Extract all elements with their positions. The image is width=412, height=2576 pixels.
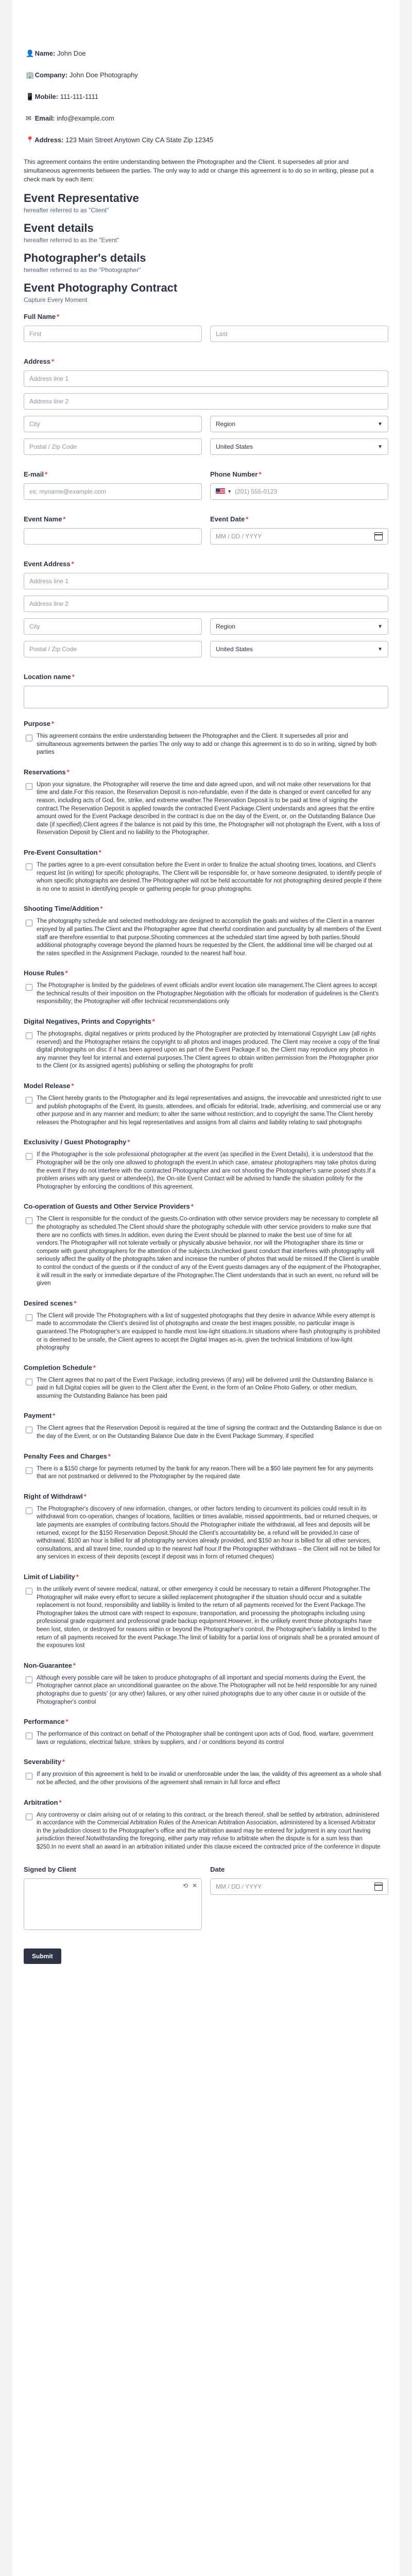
clause-text: The Client will provide The Photographers with a list of suggested photographs that they desire in advance.While every attempt is made to accommodate the Client's desired list of photographs and create the best images possible, no particular image is guaranteed.The Photographer's are equipped to handle most low-light situations.In situations where flash photography is prohibited or is deemed to be unsafe, the Client agrees to accept the Digital Images as-is, given the technical limitations of low-light photography xyxy=(37,1312,381,1351)
clause-checkbox[interactable] xyxy=(26,1773,32,1780)
clause-title: Payment * xyxy=(24,1412,56,1420)
email-input[interactable]: ex: myname@example.com xyxy=(24,483,202,500)
clause-title: Right of Withdrawl * xyxy=(24,1492,87,1500)
last-name-input[interactable]: Last xyxy=(210,326,388,342)
clause-section xyxy=(24,1364,388,1401)
clause-text: The Photographer is limited by the guidelines of event officials and/or event location site management.The Client agrees to accept the technical results of their imposition on the Photographer.Negotiation with the officials for moderation of guidelines is the Client's responsibility; the Photographer will offer technical recommendations only xyxy=(37,982,379,1005)
clause-section xyxy=(24,1799,388,1852)
full-name-field: Full Name * First Last xyxy=(24,313,388,342)
clause-section xyxy=(24,1573,388,1650)
chevron-down-icon: ▼ xyxy=(377,421,383,427)
clause-checkbox[interactable] xyxy=(26,1427,32,1433)
clause-text: If any provision of this agreement is held to be invalid or unenforceable under the law, the validity of this agreement as a whole shall not be affected, and the other provisions of the agreement shall remain in full force and effect xyxy=(37,1771,382,1786)
clause-text: The Client is responsible for the conduct of the guests.Co-ordination with other service providers may be necessary to complete all the photography as scheduled.The Client should share the photography schedule with other service providers to make sure that there are no conflicts with times.In addition, even during the Event should be planned to make the best use of time for all vendors.The Photographer will not tolerate verbally or physically abusive behavior, nor will the Photographer share its time or compete with guest photographers for the attention of the subjects.Unchecked guest conduct that interferes with photography will seriously affect the quality of the photographs taken and increase the number of photos that would be missed.If the Client is unable to control the conduct of the guests or if the conduct of any of the Event guests damages any of the equipment of the Photographer, it will result in the early or immediate departure of the Photographer.The Client understands that in such an event, no refund will be given xyxy=(37,1216,381,1287)
clause-title: Desired scenes * xyxy=(24,1299,77,1307)
section-header: Event Representative hereafter referred to as "Client" xyxy=(24,192,139,214)
clause-text: This agreement contains the entire understanding between the Photographer and the Client. It supersedes all prior and simultaneous agreements between the parties The only way to add or change this agreement is to do so in writing, signed by both parties xyxy=(37,733,377,756)
clauses-list xyxy=(24,720,388,1851)
clause-title: Exclusivity / Guest Photography * xyxy=(24,1138,130,1146)
event-zip-input[interactable]: Postal / Zip Code xyxy=(24,641,202,657)
mail-icon: ✉ xyxy=(26,114,31,122)
location-name-field: Location name * xyxy=(24,673,388,708)
info-name: 👤 Name: John Doe xyxy=(26,49,86,57)
clause-text: The performance of this contract on behalf of the Photographer shall be contingent upon acts of God, flood, warfare, government laws or regulations, electrical failure, strikes by suppliers, and / or conditions beyond its control xyxy=(37,1731,373,1745)
event-city-input[interactable]: City xyxy=(24,618,202,635)
clause-text: There is a $150 charge for payments returned by the bank for any reason.There will be a $50 late payment fee for any payments that are not postmarked or delivered to the Photographer by the required date xyxy=(37,1465,373,1480)
section-header: Photographer's details hereafter referred to as the "Photographer" xyxy=(24,251,146,274)
form-card xyxy=(12,0,400,2576)
info-company: 🏢 Company: John Doe Photography xyxy=(26,71,138,79)
clause-title: Penalty Fees and Charges * xyxy=(24,1452,111,1460)
clause-text: The Client hereby grants to the Photographer and its legal representatives and assigns, the irrevocable and unrestricted right to use and publish photographs of the Event, its guests, attendees, and officials for editorial, trade, advertising, and commercial use or any other purpose and in any manner and medium; to alter the same without restriction; and to copyright the same.The Client hereby releases the Photographer and his legal representatives and assigns from all claims and liability relating to said photographs xyxy=(37,1095,382,1126)
clause-checkbox[interactable] xyxy=(26,1153,32,1160)
us-flag-icon xyxy=(216,488,225,495)
clause-title: Purpose * xyxy=(24,720,55,727)
clause-title: House Rules * xyxy=(24,969,68,977)
clause-text: The Client agrees that no part of the Event Package, including previews (if any) will be delivered until the Outstanding Balance is paid in full.Digital copies will be given to the Client after the Event, in the form of an Online Photo Gallery, or other medium, assuming the Outstanding Balance has been paid xyxy=(37,1377,373,1399)
clause-text: The Client agrees that the Reservation Deposit is required at the time of signing the contract and the Outstanding Balance is due on the day of the Event, or on the Outstanding Balance Due date in the Event Package Summary, if specified xyxy=(37,1425,382,1440)
clause-section xyxy=(24,1718,388,1747)
clause-title: Reservations * xyxy=(24,768,70,776)
clause-section xyxy=(24,1202,388,1287)
region-select[interactable]: Region ▼ xyxy=(210,416,388,432)
clause-checkbox[interactable] xyxy=(26,1217,32,1224)
info-email: ✉ Email: info@example.com xyxy=(26,114,114,122)
country-select[interactable]: United States ▼ xyxy=(210,438,388,455)
clause-checkbox[interactable] xyxy=(26,1097,32,1104)
sign-date-input[interactable]: MM / DD / YYYY xyxy=(210,1878,388,1895)
calendar-icon[interactable] xyxy=(374,532,383,540)
event-region-select[interactable]: Region ▼ xyxy=(210,618,388,635)
clause-checkbox[interactable] xyxy=(26,863,32,870)
clause-text: The parties agree to a pre-event consultation before the Event in order to finalize the actual shooting times, locations, and Client's request list (in writing) for specific photographs. The Client will be responsible for, or have someone designated, to identify people of whom specific photographs are desired.The Photographer will not be held accountable for not photographing desired people if there is no one to assist in identifying people or gathering people for group photographs. xyxy=(37,861,382,892)
person-icon: 👤 xyxy=(26,49,35,57)
clause-title: Shooting Time/Addition * xyxy=(24,905,103,913)
clause-checkbox[interactable] xyxy=(26,1314,32,1321)
clause-title: Pre-Event Consultation * xyxy=(24,848,101,856)
clause-text: In the unlikely event of severe medical, natural, or other emergency it could be necessary to retain a different Photographer.The Photographer will make every effort to secure a skilled replacement photographer if the situation should occur and a suitable replacement is not found, responsibility and liability is limited to the return of all payments received for the Event Package.The Photographer takes the utmost care with respect to exposure, transportation, and processing the photographs including using professional grade equipment and professional grade backup equipment.However, in the unlikely event those photographs have been lost, stolen, or destroyed for reasons within or beyond the Photographer's control, the Photographer's liability is limited to the return of all payments received for the event Package.The limit of liability for a partial loss of originals shall be a prorated amount of the exposures lost xyxy=(37,1586,380,1649)
clause-checkbox[interactable] xyxy=(26,735,32,741)
section-header: Event details hereafter referred to as the "Event" xyxy=(24,222,119,244)
signature-row: Signed by Client ⟲ ✕ Date MM / DD / YYYY xyxy=(24,1866,388,1930)
clause-checkbox[interactable] xyxy=(26,1032,32,1039)
clause-checkbox[interactable] xyxy=(26,1733,32,1739)
event-address-line1-input[interactable]: Address line 1 xyxy=(24,573,388,589)
chevron-down-icon: ▾ xyxy=(228,488,231,495)
clause-section xyxy=(24,1452,388,1481)
clause-checkbox[interactable] xyxy=(26,1814,32,1820)
address-field: Address * Address line 1 Address line 2 City Region ▼ Postal / Zip Code United States ▼ xyxy=(24,358,388,455)
clause-text: The photography schedule and selected methodology are designed to accomplish the goals and wishes of the Client in a manner enjoyed by all parties.The Client and the Photographer agree that cheerful coordination and punctuality by all members of the Event staff are therefore essential to that purpose.Shooting commences at the scheduled start time agreed by both parties.Should additional photography coverage beyond the planned hours be requested by the Client, the additional time will be charged out at the rates specified in the Assignment Package, rounded to the nearest half hour. xyxy=(37,918,382,957)
event-country-select[interactable]: United States ▼ xyxy=(210,641,388,657)
event-address-line2-input[interactable]: Address line 2 xyxy=(24,596,388,612)
clause-title: Limit of Liability * xyxy=(24,1573,79,1581)
chevron-down-icon: ▼ xyxy=(377,444,383,450)
clause-section xyxy=(24,1412,388,1440)
clause-checkbox[interactable] xyxy=(26,1467,32,1474)
event-address-field: Event Address * Address line 1 Address line 2 City Region ▼ Postal / Zip Code United States ▼ xyxy=(24,560,388,657)
clause-section xyxy=(24,1082,388,1127)
phone-input[interactable]: ▾ (201) 555-0123 xyxy=(210,483,388,500)
clause-section xyxy=(24,1758,388,1787)
calendar-icon[interactable] xyxy=(374,1883,383,1891)
event-row: Event Name * Event Date * MM / DD / YYYY xyxy=(24,515,388,545)
event-date-input[interactable]: MM / DD / YYYY xyxy=(210,528,388,545)
clause-text: Upon your signature, the Photographer will reserve the time and date agreed upon, and will not make other reservations for that time and date.For this reason, the Reservation Deposit is non-refundable, even if the date is changed or event cancelled for any reason, including acts of God, fire, strike, and extreme weather.The Reservation Deposit is to be paid at time of signing the contract.The Reservation Deposit is applied towards the contracted Event Package.Client understands and agrees that the entire amount owed for the Event Package described in the contract is due on the day of the Event, or, on the Outstanding Balance Due date (if specified).Client agrees if the balance is not paid by this time, the Photographer will not photograph the Event, with a loss of Reservation Deposit by Client and no liability to the Photographer. xyxy=(37,781,380,836)
info-mobile: 📱 Mobile: 111-111-1111 xyxy=(26,93,98,100)
undo-icon[interactable]: ⟲ xyxy=(182,1882,188,1890)
clause-text: Any controversy or claim arising out of or relating to this contract, or the breach thereof, shall be settled by arbitration, administered in accordance with the Commercial Arbitration Rules of the American Arbitration Association, administered by a licensed Arbitrator in the jurisdiction closest to the Photographer's office and the arbitration award may be entered for judgment in any court having jurisdiction thereof.Notwithstanding the foregoing, either party may refuse to arbitrate when the dispute is for a sum less than $250.In no event shall an award in an arbitration initiated under this clause exceed the contracted price of the conference in dispute xyxy=(37,1811,381,1850)
clause-section xyxy=(24,1299,388,1352)
clause-section xyxy=(24,1662,388,1706)
clause-title: Co-operation of Guests and Other Service Providers * xyxy=(24,1202,194,1211)
info-block xyxy=(24,0,388,144)
clause-title: Digital Negatives, Prints and Copyrights * xyxy=(24,1018,155,1026)
contact-row: E-mail * ex: myname@example.com Phone Number * ▾ (201) 555-0123 xyxy=(24,470,388,500)
clause-text: Although every possible care will be taken to produce photographs of all important and special moments during the Event, the Photographer cannot place an unconditional guarantee on the above.The Photographer will not be held responsible for any ruined photographs due to guests' (or any other) failures, or any other ruined photographs due to any other cause in or outside of the Photographer's control xyxy=(37,1674,377,1705)
phone-icon: 📱 xyxy=(26,93,35,100)
building-icon: 🏢 xyxy=(26,71,35,79)
location-pin-icon: 📍 xyxy=(26,136,35,144)
clause-text: The Photographer's discovery of new information, changes, or other factors tending to circumvent its policies could result in its withdrawal from co-operation, changes of locations, facilities or times available, missed appointments, bad or returned cheques, or late payments are examples of contributing factors.Should the Photographer initiate the withdrawal, all fees and deposits will be returned, except for the $150 Reservation Deposit.Should the Client's accountability be, a refund will be provided.In case of withdrawal, $100 an hour is billed for all photography services already provided, and $150 an hour is billed for all other services, consultations, and all travel time, rounded up to the nearest half hour.If the Photographer withdraws – the Client will not be billed for any services in excess of their deposits (except if deposit was in form of returned cheques) xyxy=(37,1505,381,1561)
address-line1-input[interactable]: Address line 1 xyxy=(24,370,388,387)
clause-title: Model Release * xyxy=(24,1082,74,1090)
clause-section xyxy=(24,1018,388,1071)
clause-title: Performance * xyxy=(24,1718,68,1726)
clause-section xyxy=(24,1493,388,1562)
clause-section xyxy=(24,905,388,958)
address-line2-input[interactable]: Address line 2 xyxy=(24,393,388,410)
clause-checkbox[interactable] xyxy=(26,783,32,790)
submit-button[interactable]: Submit xyxy=(24,1948,61,1964)
clause-checkbox[interactable] xyxy=(26,984,32,991)
clause-section xyxy=(24,849,388,893)
signature-pad[interactable] xyxy=(24,1878,202,1930)
clause-section xyxy=(24,720,388,757)
clear-icon[interactable]: ✕ xyxy=(192,1882,197,1890)
clause-checkbox[interactable] xyxy=(26,1588,32,1595)
clause-text: The photographs, digital negatives or prints produced by the Photographer are protected by International Copyright Law (all rights reserved) and the Photographer retains the copyright to all photos and images produced. The Client may receive a copy of the final digital photographs on disc if it has been agreed upon as part of the Event Package.If so, the Client may reproduce any photos in any manner they feel for internal and external purposes.The Client agrees to obtain written permission from the Photographer prior to the Client (or its assigned agents) publishing or selling the photographs for profit xyxy=(37,1031,380,1070)
form-title: Event Photography Contract Capture Every Moment xyxy=(24,281,178,303)
agreement-text: This agreement contains the entire understanding between the Photographer and the Client. It supersedes all prior and simultaneous agreements between the parties. The only way to add or change this agreement is to do so in writing, please put a check mark by each item: xyxy=(24,158,374,183)
clause-title: Non-Guarantee * xyxy=(24,1661,76,1669)
chevron-down-icon: ▼ xyxy=(377,646,383,652)
location-name-textarea[interactable] xyxy=(24,686,388,708)
city-input[interactable]: City xyxy=(24,416,202,432)
clause-checkbox[interactable] xyxy=(26,1507,32,1514)
clause-title: Arbitration * xyxy=(24,1798,62,1806)
clause-checkbox[interactable] xyxy=(26,920,32,926)
zip-input[interactable]: Postal / Zip Code xyxy=(24,438,202,455)
first-name-input[interactable]: First xyxy=(24,326,202,342)
clause-section xyxy=(24,969,388,1006)
info-address: 📍 Address: 123 Main Street Anytown City CA State Zip 12345 xyxy=(26,136,214,144)
clause-title: Completion Schedule * xyxy=(24,1363,96,1371)
clause-title: Severability * xyxy=(24,1758,65,1766)
clause-checkbox[interactable] xyxy=(26,1379,32,1385)
clause-checkbox[interactable] xyxy=(26,1676,32,1683)
clause-section xyxy=(24,768,388,837)
clause-text: If the Photographer is the sole professional photographer at the event (as specified in the Event Details), it is understood that the Photographer will be the only one allowed to photograph the event.In which case, amateur photographers may take photos during the event if they do not interfere with the contracted Photographer and are not shooting the Photographer's same posed shots.If a problem arises with any guest or attendee(s), the On-site Event Contact will be advised to handle the situation politely for the Photographer by enforcing the conditions of this agreement. xyxy=(37,1151,376,1190)
chevron-down-icon: ▼ xyxy=(377,623,383,630)
event-name-input[interactable] xyxy=(24,528,202,545)
clause-section xyxy=(24,1138,388,1191)
